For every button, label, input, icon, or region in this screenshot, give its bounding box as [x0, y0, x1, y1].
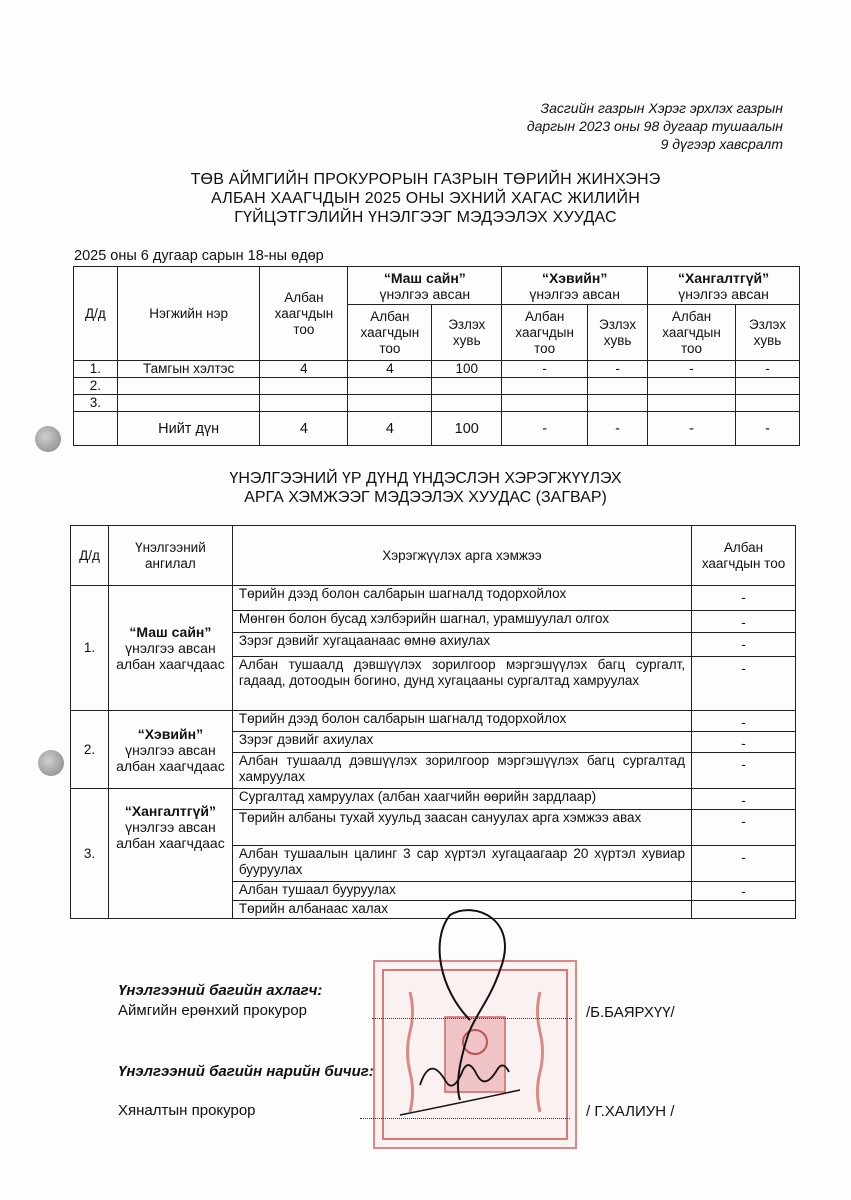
category-text: үнэлгээ авсан албан хаагчдаас: [116, 819, 225, 851]
group-no: 1.: [71, 586, 109, 711]
action-text: Төрийн албаны тухай хуульд заасан сануулах арга хэмжээ авах: [232, 810, 691, 846]
group-category: [108, 586, 232, 711]
header-no: Д/д: [74, 267, 118, 361]
header-group-excellent: [348, 267, 502, 305]
action-count: -: [692, 810, 796, 846]
action-count: -: [692, 882, 796, 901]
header-no: Д/д: [71, 526, 109, 586]
secretary-position: Хяналтын прокурор: [118, 1102, 256, 1119]
appendix-note-line: даргын 2023 оны 98 дугаар тушаалын: [526, 118, 783, 134]
document-title-line: ТӨВ АЙМГИЙН ПРОКУРОРЫН ГАЗРЫН ТӨРИЙН ЖИНХЭНЭ: [190, 171, 661, 188]
action-text: Албан тушаалд дэвшүүлэх зорилгоор мэргэшүүлэх багц сургалтад хамруулах: [232, 753, 691, 789]
table-row: [71, 586, 796, 611]
secretary-label: Үнэлгээний багийн нарийн бичиг:: [118, 1063, 374, 1080]
table-row: [71, 789, 796, 810]
cell-total: [260, 378, 348, 395]
action-text: Төрийн дээд болон салбарын шагналд тодорхойлох: [232, 586, 691, 611]
category-title: “Хэвийн”: [137, 725, 204, 742]
signature-scribble: [380, 900, 540, 1140]
section-title-line: АРГА ХЭМЖЭЭГ МЭДЭЭЛЭХ ХУУДАС (ЗАГВАР): [244, 489, 607, 506]
action-text: Сургалтад хамруулах (албан хаагчийн өөрийн зардлаар): [232, 789, 691, 810]
cell-count-insufficient: -: [648, 361, 736, 378]
secretary-signature-line: [360, 1118, 570, 1119]
cell-unit: [117, 395, 260, 412]
header-group-insufficient: [648, 267, 800, 305]
cell-pct-excellent: [432, 378, 502, 395]
subheader-count: Албан хаагчдын тоо: [348, 305, 432, 361]
cell-unit: [117, 378, 260, 395]
action-count: -: [692, 633, 796, 657]
action-text: Төрийн албанаас халах: [232, 901, 691, 919]
action-text: Зэрэг дэвийг ахиулах: [232, 732, 691, 753]
cell-unit: Тамгын хэлтэс: [117, 361, 260, 378]
document-title-line: ГҮЙЦЭТГЭЛИЙН ҮНЭЛГЭЭГ МЭДЭЭЛЭХ ХУУДАС: [234, 209, 617, 226]
cell-no: [74, 412, 118, 446]
section-title: [0, 469, 851, 507]
table-row: [74, 395, 800, 412]
cell-pct-insufficient: [735, 395, 799, 412]
cell-no: 3.: [74, 395, 118, 412]
cell-pct-excellent: [432, 395, 502, 412]
category-text: үнэлгээ авсан албан хаагчдаас: [116, 741, 225, 774]
cell-count-excellent: 4: [348, 412, 432, 446]
secretary-name: / Г.ХАЛИУН /: [586, 1103, 675, 1120]
cell-total: [260, 395, 348, 412]
appendix-note: [527, 99, 783, 153]
chair-name: /Б.БАЯРХҮҮ/: [586, 1004, 675, 1021]
cell-no: 1.: [74, 361, 118, 378]
action-count: -: [692, 846, 796, 882]
table-row: [74, 378, 800, 395]
group-no: 2.: [71, 711, 109, 789]
total-label: Нийт дүн: [117, 412, 260, 446]
cell-total: 4: [260, 361, 348, 378]
cell-count-normal: [502, 395, 588, 412]
action-text: Албан тушаалын цалинг 3 сар хүртэл хугацаагаар 20 хүртэл хувиар бууруулах: [232, 846, 691, 882]
group-subtitle: үнэлгээ авсан: [678, 285, 769, 302]
chair-position: Аймгийн ерөнхий прокурор: [118, 1002, 308, 1019]
header-total-staff: Албан хаагчдын тоо: [260, 267, 348, 361]
action-text: Албан тушаал бууруулах: [232, 882, 691, 901]
group-category: [108, 711, 232, 789]
category-text: үнэлгээ авсан албан хаагчдаас: [116, 640, 225, 672]
subheader-count: Албан хаагчдын тоо: [648, 305, 736, 361]
cell-count-normal: [502, 378, 588, 395]
subheader-percent: Эзлэх хувь: [432, 305, 502, 361]
cell-pct-normal: [588, 395, 648, 412]
group-title: “Маш сайн”: [383, 269, 466, 286]
header-action: Хэрэгжүүлэх арга хэмжээ: [232, 526, 691, 586]
measures-table: [70, 525, 796, 919]
chair-label: Үнэлгээний багийн ахлагч:: [118, 982, 323, 999]
cell-pct-insufficient: -: [735, 361, 799, 378]
cell-count-insufficient: -: [648, 412, 736, 446]
cell-pct-excellent: 100: [432, 412, 502, 446]
action-count: -: [692, 586, 796, 611]
header-category: Үнэлгээний ангилал: [108, 526, 232, 586]
group-category: [108, 789, 232, 919]
punch-hole-top: [35, 426, 61, 452]
group-no: 3.: [71, 789, 109, 919]
action-count: -: [692, 711, 796, 732]
cell-count-excellent: [348, 378, 432, 395]
subheader-percent: Эзлэх хувь: [588, 305, 648, 361]
group-title: “Хангалтгүй”: [677, 269, 770, 286]
category-title: “Хангалтгүй”: [124, 803, 216, 819]
cell-no: 2.: [74, 378, 118, 395]
action-text: Албан тушаалд дэвшүүлэх зорилгоор мэргэшүүлэх багц сургалт, гадаад, дотоодын богино, дунд хугацааны сургалтад хамруулах: [232, 657, 691, 711]
header-group-normal: [502, 267, 648, 305]
action-text: Төрийн дээд болон салбарын шагналд тодорхойлох: [232, 711, 691, 732]
evaluation-summary-table: [73, 266, 800, 446]
cell-pct-insufficient: [735, 378, 799, 395]
cell-count-insufficient: [648, 378, 736, 395]
cell-count-normal: -: [502, 412, 588, 446]
cell-pct-normal: -: [588, 361, 648, 378]
cell-count-excellent: [348, 395, 432, 412]
action-count: -: [692, 611, 796, 633]
action-text: Зэрэг дэвийг хугацаанаас өмнө ахиулах: [232, 633, 691, 657]
table-row: [71, 711, 796, 732]
cell-count-normal: -: [502, 361, 588, 378]
punch-hole-bottom: [38, 750, 64, 776]
report-date: 2025 оны 6 дугаар сарын 18-ны өдөр: [74, 248, 324, 264]
document-title: [0, 170, 851, 227]
cell-pct-normal: -: [588, 412, 648, 446]
chair-signature-line: [372, 1018, 572, 1019]
total-row: [74, 412, 800, 446]
cell-pct-normal: [588, 378, 648, 395]
document-title-line: АЛБАН ХААГЧДЫН 2025 ОНЫ ЭХНИЙ ХАГАС ЖИЛИЙН: [211, 190, 640, 207]
category-title: “Маш сайн”: [129, 624, 212, 640]
header-unit-name: Нэгжийн нэр: [117, 267, 260, 361]
subheader-count: Албан хаагчдын тоо: [502, 305, 588, 361]
cell-total: 4: [260, 412, 348, 446]
group-subtitle: үнэлгээ авсан: [379, 285, 471, 302]
action-count: -: [692, 753, 796, 789]
action-count: [692, 901, 796, 919]
cell-count-insufficient: [648, 395, 736, 412]
action-count: -: [692, 789, 796, 810]
group-title: “Хэвийн”: [541, 269, 608, 286]
table-row: [74, 361, 800, 378]
group-subtitle: үнэлгээ авсан: [529, 285, 620, 302]
subheader-percent: Эзлэх хувь: [735, 305, 799, 361]
header-staff-count: Албан хаагчдын тоо: [692, 526, 796, 586]
cell-pct-insufficient: -: [735, 412, 799, 446]
cell-count-excellent: 4: [348, 361, 432, 378]
cell-pct-excellent: 100: [432, 361, 502, 378]
action-text: Мөнгөн болон бусад хэлбэрийн шагнал, урамшуулал олгох: [232, 611, 691, 633]
appendix-note-line: Засгийн газрын Хэрэг эрхлэх газрын: [540, 100, 783, 116]
section-title-line: ҮНЭЛГЭЭНИЙ ҮР ДҮНД ҮНДЭСЛЭН ХЭРЭГЖҮҮЛЭХ: [229, 470, 622, 487]
action-count: -: [692, 657, 796, 711]
appendix-note-line: 9 дүгээр хавсралт: [660, 136, 783, 152]
action-count: -: [692, 732, 796, 753]
